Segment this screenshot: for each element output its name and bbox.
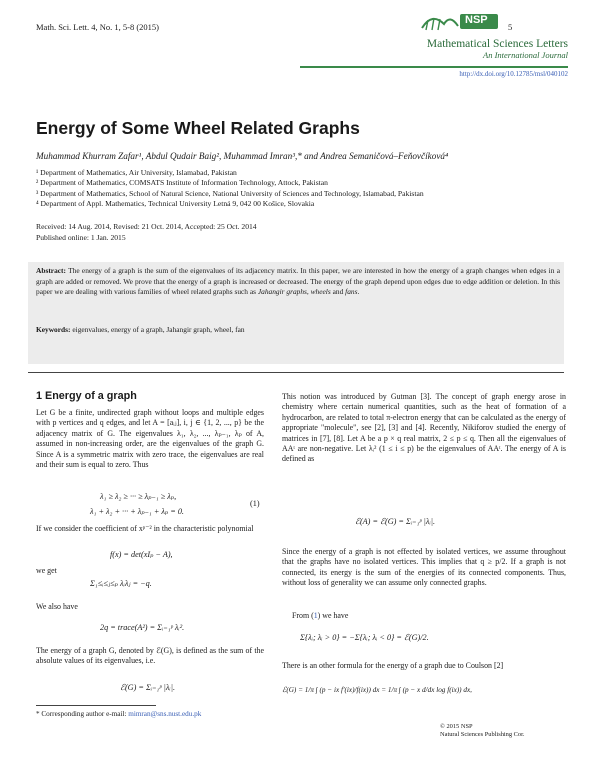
running-head: Math. Sci. Lett. 4, No. 1, 5-8 (2015): [36, 22, 159, 32]
affiliation-3: ³ Department of Mathematics, School of Natural Science, National University of Sciences and Technology, Islamabad, Pakistan: [36, 188, 424, 198]
equation-2: f(x) = det(xIₚ − A),: [110, 550, 173, 559]
abstract-text: The energy of a graph is the sum of the eigenvalues of its adjacency matrix. In this paper, we are interested in how the energy of a graph changes when edges in a graph are added or removed. We prove that the energy of a graph is increased or decreased. The energy of the graph depend upon edges due to edge addition or deletion. In this paper we are dealing with various families of wheel related graphs such as: [36, 266, 560, 296]
received-dates: Received: 14 Aug. 2014, Revised: 21 Oct. 2014, Accepted: 25 Oct. 2014: [36, 222, 257, 231]
equation-6: ℰ(A) = ℰ(G) = Σᵢ₌₁ᵖ |λᵢ|.: [355, 517, 436, 526]
logo-text: NSP: [465, 14, 488, 26]
also-have-text: We also have: [36, 602, 78, 611]
doi-link[interactable]: http://dx.doi.org/10.12785/msl/040102: [459, 70, 568, 78]
publication-dates: [36, 222, 257, 243]
abstract: Abstract: The energy of a graph is the sum of the eigenvalues of its adjacency matrix. In this paper, we are interested in how the energy of a graph changes when edges in a graph are added or removed. We prove that the energy of a graph is increased or decreased. The energy of the graph depend upon edges due to edge addition or deletion. In this paper we are dealing with various families of wheel related graphs such as Jahangir graphs, wheels and fans.: [36, 266, 560, 296]
equation-1b: λ₁ + λ₂ + ··· + λₚ₋₁ + λₚ = 0.: [90, 507, 184, 516]
affiliation-2: ² Department of Mathematics, COMSATS Institute of Information Technology, Attock, Pakistan: [36, 178, 328, 188]
eq-ref-link[interactable]: 1: [313, 611, 318, 620]
footnote-label: * Corresponding author e-mail:: [36, 710, 127, 718]
journal-subtitle: An International Journal: [483, 50, 568, 60]
journal-name: Mathematical Sciences Letters: [426, 38, 568, 50]
abstract-bottom-rule: [28, 372, 564, 373]
abstract-and: and: [332, 287, 344, 296]
equation-7: Σ{λᵢ; λᵢ > 0} = −Σ{λᵢ; λᵢ < 0} = ℰ(G)/2.: [300, 633, 429, 642]
copyright: [440, 723, 525, 739]
copyright-line-1: © 2015 NSP: [440, 723, 473, 730]
equation-1-number: (1): [250, 499, 260, 508]
abstract-italic-last: fans: [345, 287, 358, 296]
left-col-paragraph-3: The energy of a graph G, denoted by ℰ(G), is defined as the sum of the absolute values of its eigenvalues, i.e.: [36, 646, 264, 666]
right-col-paragraph-2: Since the energy of a graph is not effected by isolated vertices, we assume throughout that the graphs have no isolated vertices. This implies that q ≥ p/2. If a graph is not connected, its energy is the sum of the energies of its connected components. Thus, without loss of generality we can assume only connected graphs.: [282, 547, 566, 588]
right-col-paragraph-1: This notion was introduced by Gutman [3]. The concept of graph energy arose in chemistry where certain numerical quantities, such as the heat of formation of a hydrocarbon, are related to total π-electron energy that can be calculated as the energy of appropriate "molecule", see [2], [3] and [4]. Recently, Nikiforov studied the energy of matrices in [7], [8]. Let A be a p × q real matrix, 2 ≤ p ≤ q. Then all the eigenvalues of AAᵗ are non-negative. Let λᵢ² (1 ≤ i ≤ p) be the eigenvalues of AAᵗ. The energy of A is defined as: [282, 392, 566, 464]
abstract-italic-terms: Jahangir graphs, wheels: [257, 287, 331, 296]
we-get-text: we get: [36, 566, 57, 575]
right-col-paragraph-3: There is an other formula for the energy of a graph due to Coulson [2]: [282, 661, 504, 670]
keywords-text: eigenvalues, energy of a graph, Jahangir graph, wheel, fan: [72, 325, 245, 334]
journal-block: [340, 38, 568, 60]
affiliation-1: ¹ Department of Mathematics, Air University, Islamabad, Pakistan: [36, 168, 237, 177]
keywords: [36, 325, 560, 334]
author-list: Muhammad Khurram Zafar¹, Abdul Qudair Baig², Muhammad Imran³,* and Andrea Semaničová–Feňovčíková⁴: [36, 151, 449, 161]
author-email-link[interactable]: mimran@sns.nust.edu.pk: [128, 710, 202, 718]
copyright-line-2: Natural Sciences Publishing Cor.: [440, 731, 525, 738]
affiliations: [36, 168, 424, 209]
header-divider: [300, 66, 568, 68]
abstract-label: Abstract:: [36, 266, 66, 275]
equation-8: ℰ(G) = 1/π ∫ (p − ix f′(ix)/f(ix)) dx = 1/π ∫ (p − x d/dx log f(ix)) dx,: [282, 686, 472, 694]
published-date: Published online: 1 Jan. 2015: [36, 232, 126, 242]
page-number: 5: [508, 22, 513, 32]
equation-5: ℰ(G) = Σᵢ₌₁ᵖ |λᵢ|.: [120, 683, 176, 692]
affiliation-4: ⁴ Department of Appl. Mathematics, Technical University Letná 9, 042 00 Košice, Slovakia: [36, 198, 315, 208]
equation-4: 2q = trace(A²) = Σᵢ₌₁ᵖ λᵢ².: [100, 623, 185, 632]
from-eq-text: From (1) we have: [292, 611, 349, 620]
paper-title: Energy of Some Wheel Related Graphs: [36, 118, 360, 138]
equation-1a: λ₁ ≥ λ₂ ≥ ··· ≥ λₚ₋₁ ≥ λₚ,: [100, 492, 177, 501]
footnote-rule: [36, 705, 156, 706]
left-col-paragraph-1: Let G be a finite, undirected graph without loops and multiple edges with p vertices and q edges, and let A = [aᵢⱼ], i, j ∈ {1, 2, ..., p} be the adjacency matrix of G. The eigenvalues λ₁, λ₂, ..., λₚ₋₁, λₚ of A, assumed in non-increasing order, are the eigenvalues of the graph G. Since A is a symmetric matrix with zero trace, the eigenvalues are real and their sum is equal to zero. Thus: [36, 408, 264, 470]
journal-logo: [420, 10, 500, 37]
left-col-paragraph-2: If we consider the coefficient of xᵖ⁻² in the characteristic polynomial: [36, 524, 254, 533]
section-title: 1 Energy of a graph: [36, 390, 137, 402]
equation-3: Σ₁≤ᵢ≤ⱼ≤ₚ λᵢλⱼ = −q.: [90, 579, 152, 588]
footnote: [36, 710, 201, 718]
keywords-label: Keywords:: [36, 325, 71, 334]
